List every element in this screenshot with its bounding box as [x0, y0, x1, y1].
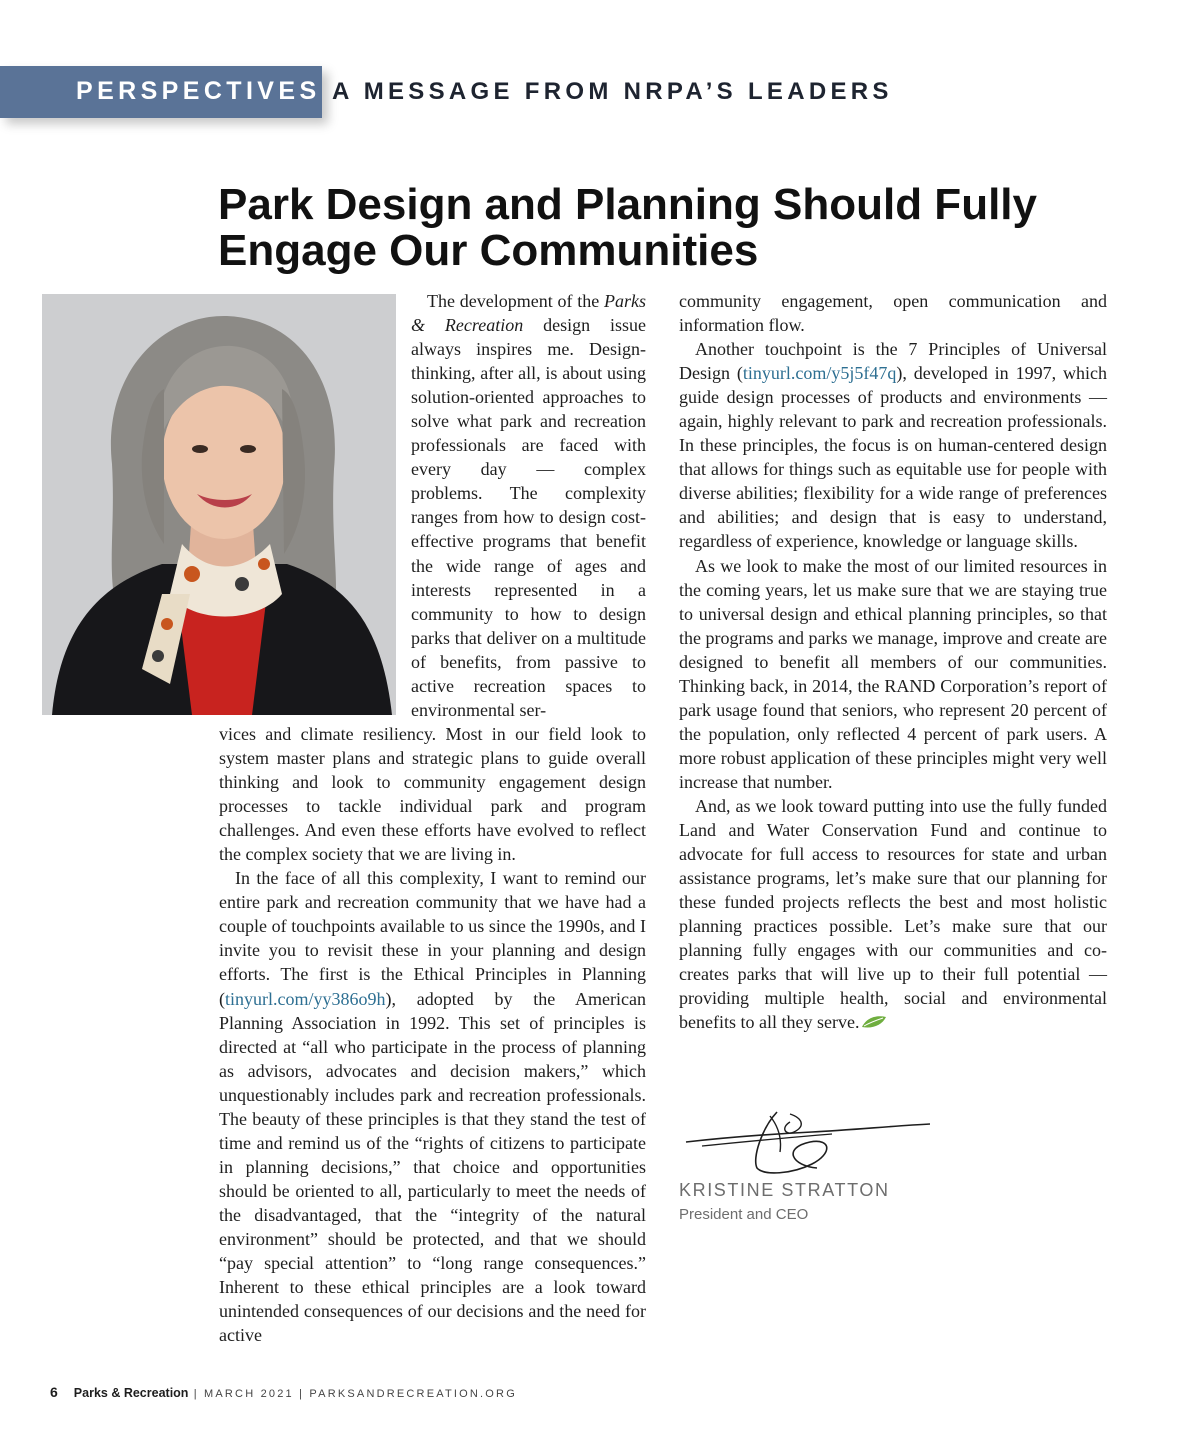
paragraph-4: [679, 337, 1107, 553]
p1-publication-name: Parks & Recreation: [411, 291, 646, 336]
article-title-line-1: Park Design and Planning Should Fully: [218, 180, 1037, 229]
p4-text-end: ), developed in 1997, which guide design processes of products and environments — again, highly relevant to park and recreation professionals. In these principles, the focus is on human-centered design that allows for things such as equitable use for people with diverse abilities; flexibility for a wide range of preferences and abilities; and design that is easy to understand, regardless of experience, knowledge or language skills.: [679, 363, 1107, 552]
publication-name: Parks & Recreation: [73, 1386, 189, 1400]
issue-info: | MARCH 2021 | PARKSANDRECREATION.ORG: [188, 1388, 517, 1400]
column-right: [679, 289, 1107, 1034]
column-left-bottom: [219, 722, 646, 1347]
portrait-illustration: [42, 294, 396, 715]
article-title: [218, 182, 1178, 274]
p4-text-start: Another touchpoint is the 7 Principles of Universal Design (: [679, 339, 1107, 384]
author-name: KRISTINE STRATTON: [679, 1180, 890, 1200]
author-portrait: [42, 294, 396, 715]
article-title-line-2: Engage Our Communities: [218, 226, 759, 275]
author-signature: [682, 1108, 932, 1176]
paragraph-2: [219, 866, 646, 1347]
paragraph-1-continued: vices and climate resiliency. Most in our field look to system master plans and strategic plans to guide overall thinking and look to community engagement design processes to tackle individual park and program challenges. And even these efforts have evolved to reflect the complex society that we are living in.: [219, 724, 646, 865]
p2-text-start: In the face of all this complexity, I want to remind our entire park and recreation community that we have had a couple of touchpoints available to us since the 1990s, and I invite you to revisit these in your planning and design efforts. The first is the Ethical Principles in Planning (: [219, 868, 646, 1009]
column-left-top: [411, 289, 646, 722]
p1-text-end: design issue always inspires me. Design-thinking, after all, is about using solution-oriented approaches to solve what park and recreation professionals are faced with every day — complex problems. The complexity ranges from how to design cost-effective programs that benefit the wide range of ages and interests represented in a community to how to design parks that deliver on a multitude of benefits, from passive to active recreation spaces to environmental ser-: [411, 315, 646, 720]
p6-text: And, as we look toward putting into use the fully funded Land and Water Conservation Fund and continue to advocate for full access to resources for state and urban assistance programs, let’s make sure that our planning for these funded projects reflects the best and most holistic planning practices possible. Let’s make sure that our planning fully engages with our communities and co-creates parks that will live up to their full potential — providing multiple health, social and environmental benefits to all they serve.: [679, 795, 1107, 1033]
p2-text-end: ), adopted by the American Planning Association in 1992. This set of principles is directed at “all who participate in the process of planning as advisors, advocates and decision makers,” which unquestionably includes park and recreation professionals. The beauty of these principles is that they stand the test of time and remind us of the “rights of citizens to participate in planning decisions,” that choice and opportunities should be oriented to all, particularly to meet the needs of the disadvantaged, that the “integrity of the natural environment” should be protected, and that we should “pay special attention” to “long range consequences.” Inherent to these ethical principles are a look toward unintended consequences of our decisions and the need for active: [219, 988, 646, 1346]
page-number: 6: [50, 1384, 58, 1400]
p1-text-start: The development of the: [427, 291, 604, 311]
paragraph-1-start: [411, 289, 646, 722]
page-footer: [50, 1384, 517, 1400]
paragraph-6: [679, 794, 1107, 1034]
leaf-icon: [861, 1015, 887, 1029]
universal-design-link[interactable]: tinyurl.com/y5j5f47q: [742, 363, 897, 384]
paragraph-5: As we look to make the most of our limited resources in the coming years, let us make sure that we are staying true to universal design and ethical planning principles, so that the programs and parks we manage, improve and create are designed to benefit all members of our communities. Thinking back, in 2014, the RAND Corporation’s report of park usage found that seniors, who represent 20 percent of the population, only reflected 4 percent of park users. A more robust application of these principles might very well increase that number.: [679, 555, 1107, 792]
paragraph-3: community engagement, open communication and information flow.: [679, 291, 1107, 336]
author-title: President and CEO: [679, 1206, 809, 1223]
section-tagline: A MESSAGE FROM NRPA’S LEADERS: [332, 78, 893, 105]
ethical-principles-link[interactable]: tinyurl.com/yy386o9h: [225, 988, 386, 1009]
section-label: PERSPECTIVES: [76, 77, 321, 105]
